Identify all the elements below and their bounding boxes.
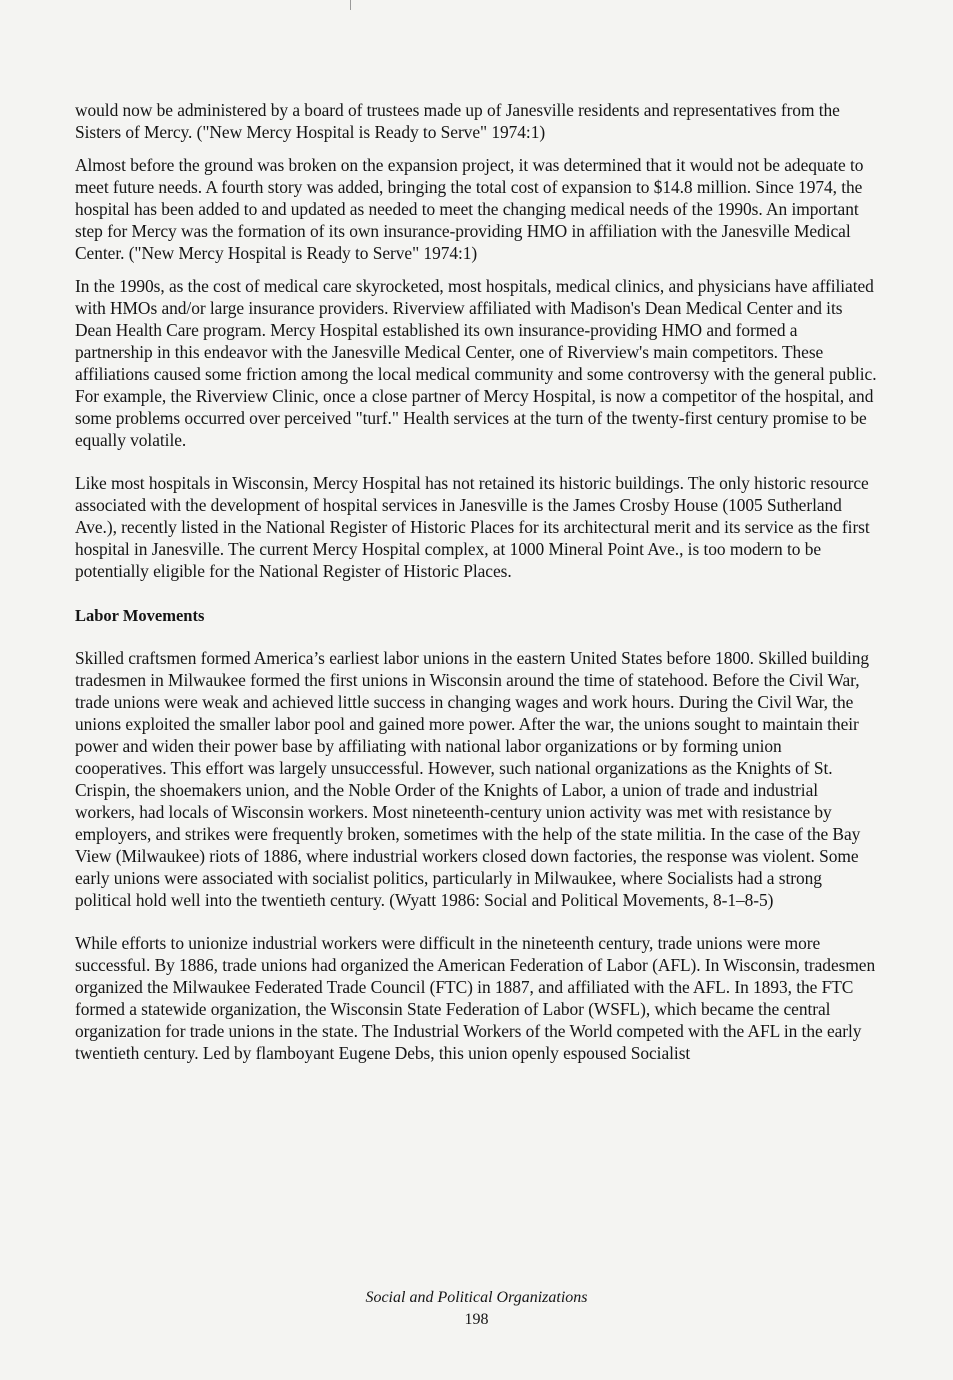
document-body xyxy=(75,99,877,1064)
page-edge-mark xyxy=(350,0,351,10)
section-heading: Labor Movements xyxy=(75,606,205,625)
footer-section-title: Social and Political Organizations xyxy=(365,1289,588,1306)
paragraph: would now be administered by a board of trustees made up of Janesville residents and representatives from the Sisters of Mercy. ("New Mercy Hospital is Ready to Serve" 1974:1) xyxy=(75,100,840,142)
page-number: 198 xyxy=(464,1311,489,1328)
paragraph: In the 1990s, as the cost of medical care skyrocketed, most hospitals, medical clinics, and physicians have affiliated with HMOs and/or large insurance providers. Riverview affiliated with Madison's Dean Medical Center and its Dean Health Care program. Mercy Hospital established its own insurance-providing HMO and formed a partnership in this endeavor with the Janesville Medical Center, one of Riverview's main competitors. These affiliations caused some friction among the local medical community and some controversy with the general public. For example, the Riverview Clinic, once a close partner of Mercy Hospital, is now a competitor of the hospital, and some problems occurred over perceived "turf." Health services at the turn of the twenty-first century promise to be equally volatile. xyxy=(75,276,877,450)
paragraph: Skilled craftsmen formed America’s earliest labor unions in the eastern United States before 1800. Skilled building tradesmen in Milwaukee formed the first unions in Wisconsin around the time of statehood. Before the Civil War, trade unions were weak and achieved little success in changing wages and work hours. During the Civil War, the unions exploited the smaller labor pool and gained more power. After the war, the unions sought to maintain their power and widen their power base by affiliating with national labor organizations or by forming union cooperatives. This effort was largely unsuccessful. However, such national organizations as the Knights of St. Crispin, the shoemakers union, and the Noble Order of the Knights of Labor, a union of trade and industrial workers, had locals of Wisconsin workers. Most nineteenth-century union activity was met with resistance by employers, and strikes were frequently broken, sometimes with the help of the state militia. In the case of the Bay View (Milwaukee) riots of 1886, where industrial workers closed down factories, the response was violent. Some early unions were associated with socialist politics, particularly in Milwaukee, where Socialists had a strong political hold well into the twentieth century. (Wyatt 1986: Social and Political Movements, 8-1–8-5) xyxy=(75,648,870,910)
paragraph: Like most hospitals in Wisconsin, Mercy Hospital has not retained its historic buildings. The only historic resource associated with the development of hospital services in Janesville is the James Crosby House (1005 Sutherland Ave.), recently listed in the National Register of Historic Places for its architectural merit and its service as the first hospital in Janesville. The current Mercy Hospital complex, at 1000 Mineral Point Ave., is too modern to be potentially eligible for the National Register of Historic Places. xyxy=(75,473,870,581)
paragraph: Almost before the ground was broken on the expansion project, it was determined that it would not be adequate to meet future needs. A fourth story was added, bringing the total cost of expansion to $14.8 million. Since 1974, the hospital has been added to and updated as needed to meet the changing medical needs of the 1990s. An important step for Mercy was the formation of its own insurance-providing HMO in affiliation with the Janesville Medical Center. ("New Mercy Hospital is Ready to Serve" 1974:1) xyxy=(75,155,864,263)
paragraph: While efforts to unionize industrial workers were difficult in the nineteenth century, trade unions were more successful. By 1886, trade unions had organized the American Federation of Labor (AFL). In Wisconsin, tradesmen organized the Milwaukee Federated Trade Council (FTC) in 1887, and affiliated with the AFL. In 1893, the FTC formed a statewide organization, the Wisconsin State Federation of Labor (WSFL), which became the central organization for trade unions in the state. The Industrial Workers of the World competed with the AFL in the early twentieth century. Led by flamboyant Eugene Debs, this union openly espoused Socialist xyxy=(75,933,876,1063)
